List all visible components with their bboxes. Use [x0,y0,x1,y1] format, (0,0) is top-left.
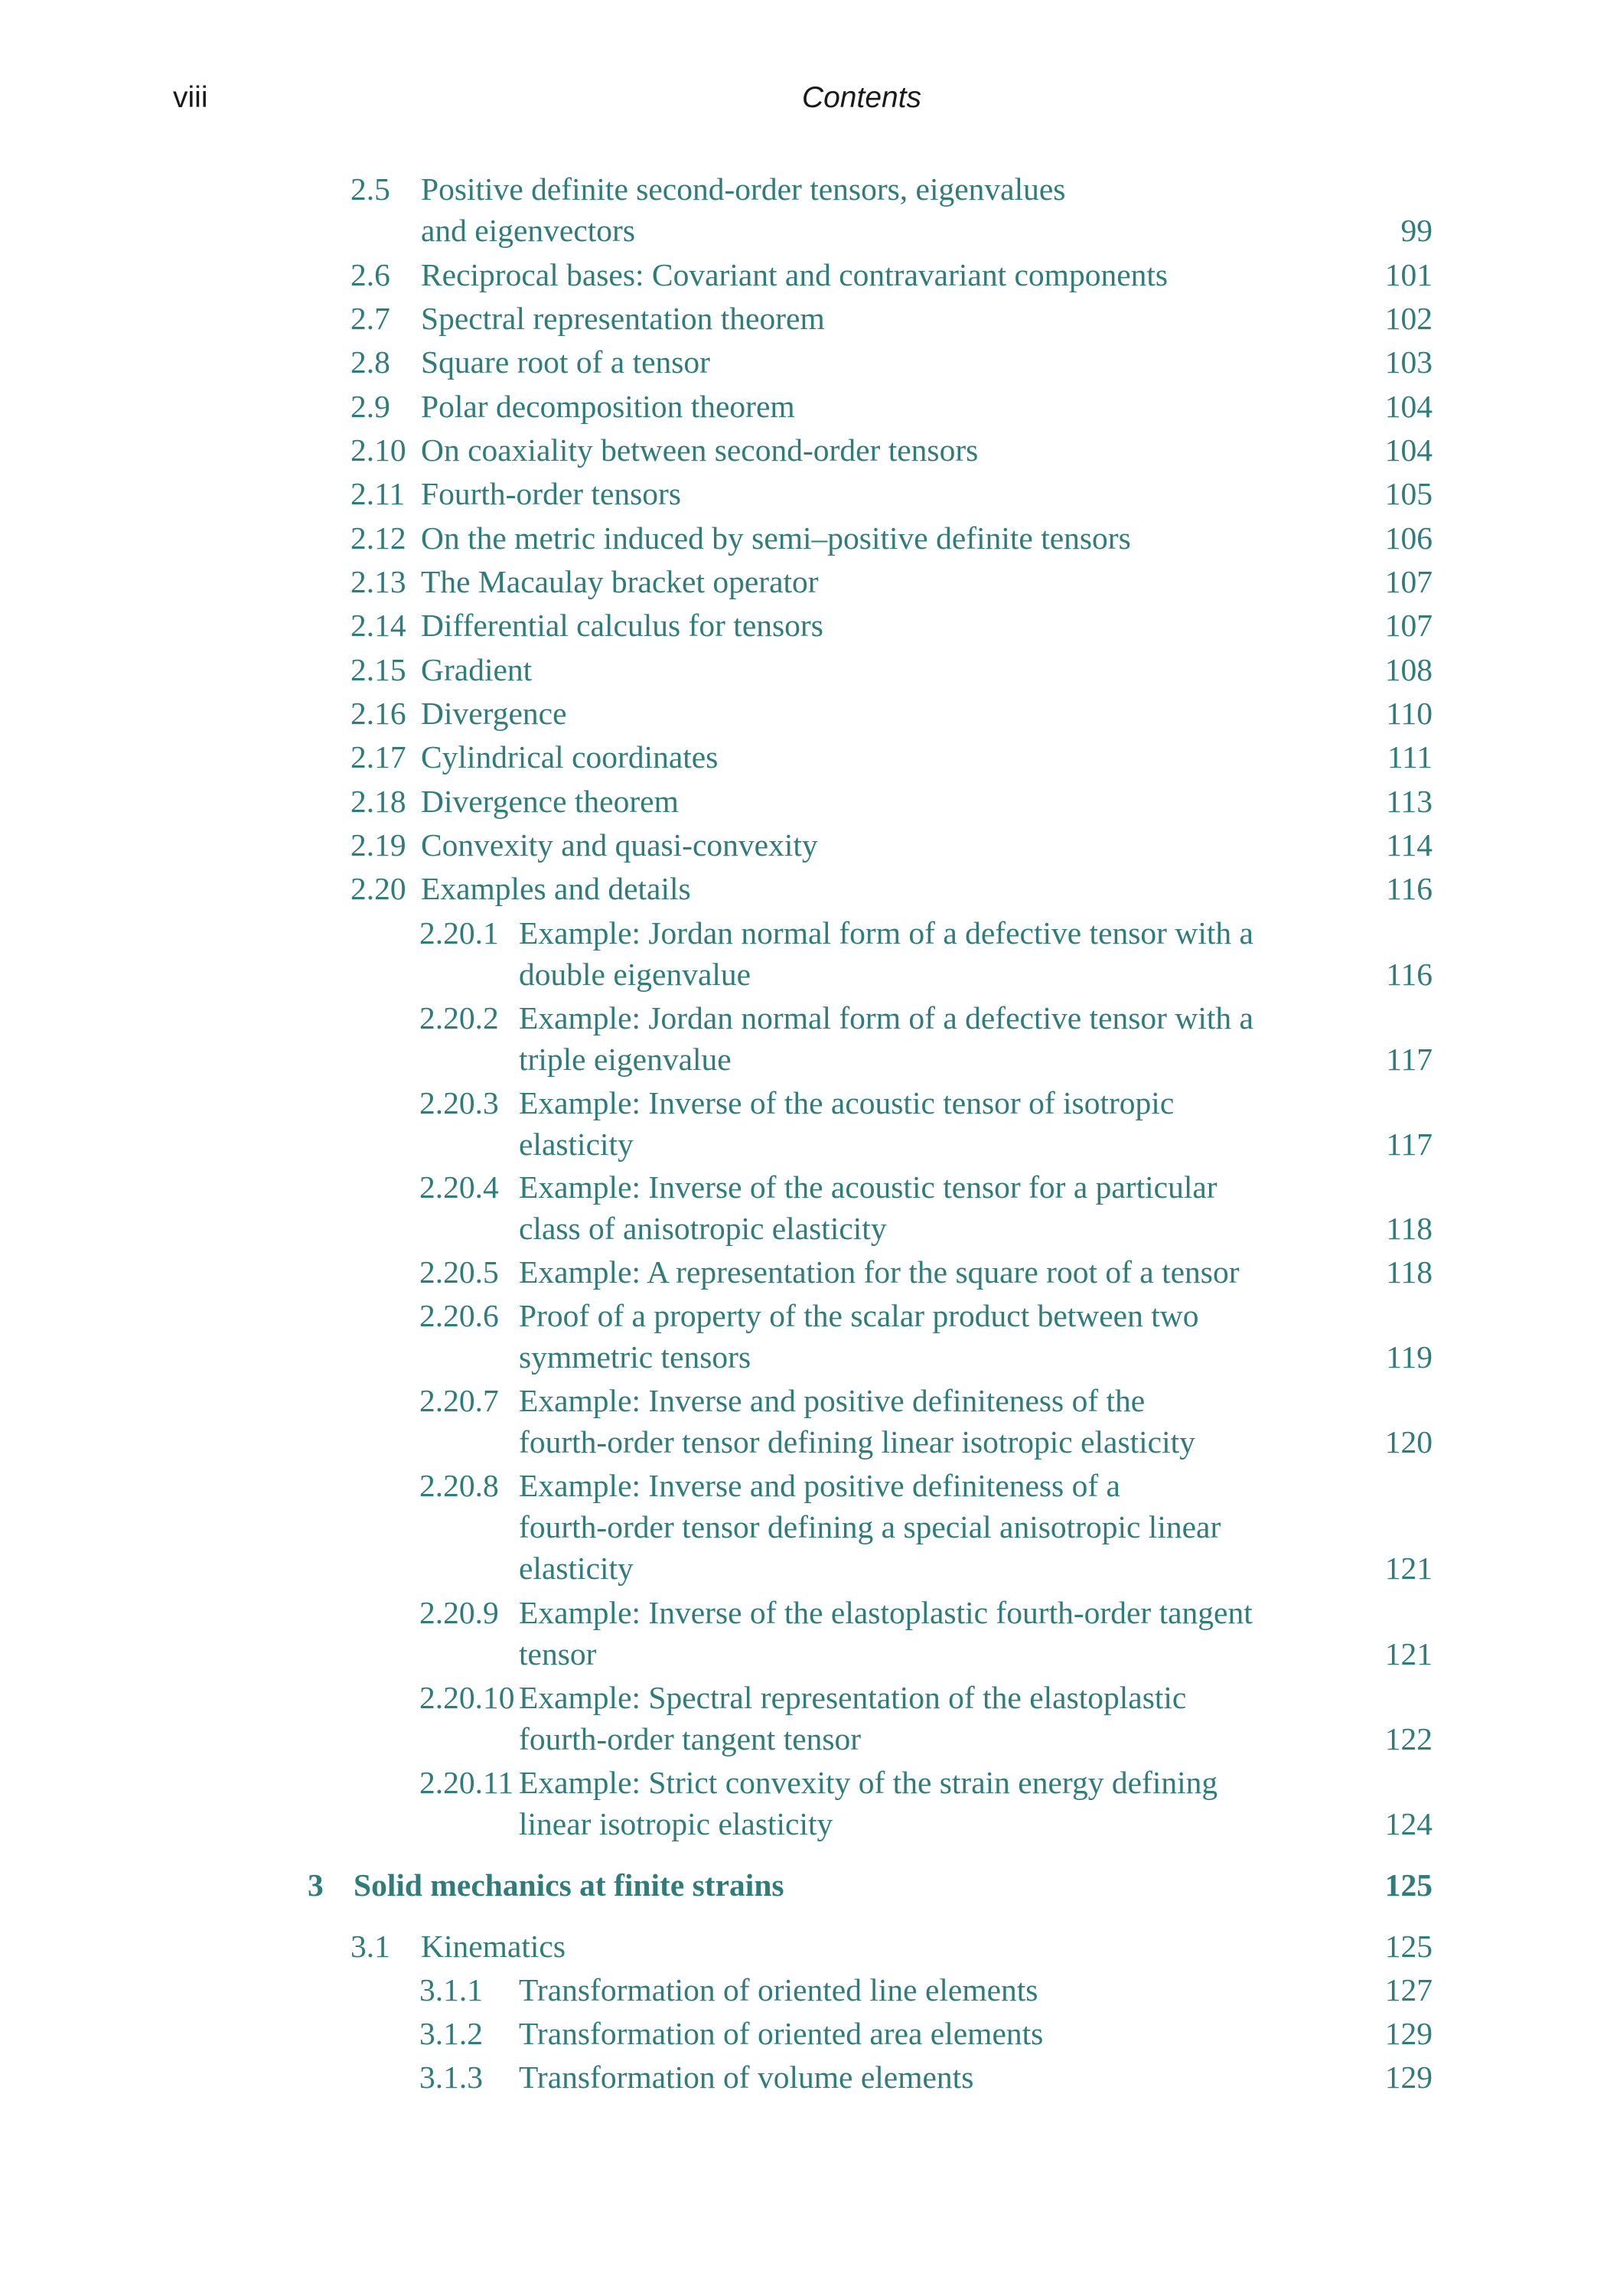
toc-entry-title [421,517,1131,559]
toc-entry-title-line: On the metric induced by semi–positive definite tensors [421,520,1131,556]
toc-entry-title-line: Transformation of oriented line elements [519,1972,1038,2007]
toc-entry-title [421,693,567,734]
page-number: viii [173,81,208,114]
toc-entry-title-line: class of anisotropic elasticity [519,1211,887,1246]
toc-entry-title [519,1166,1217,1249]
toc-entry-number: 3.1.2 [419,2016,483,2051]
toc-entry-title-line: Example: A representation for the square root of a tensor [519,1254,1240,1290]
toc-entry-page: 118 [1386,1211,1433,1246]
toc-entry-title-line: Example: Inverse of the elastoplastic fourth-order tangent [519,1595,1253,1630]
toc-entry-page: 113 [1386,784,1433,819]
toc-entry-title-line: Example: Spectral representation of the elastoplastic [519,1680,1187,1715]
toc-entry-title-line: Example: Jordan normal form of a defective tensor with a [519,915,1253,951]
toc-entry-title-line: Example: Inverse of the acoustic tensor for a particular [519,1169,1217,1205]
toc-entry-title-line: Transformation of oriented area elements [519,2016,1044,2051]
toc-entry-number: 2.17 [350,739,406,775]
toc-entry-title [519,1380,1195,1463]
toc-entry-page: 116 [1386,871,1433,906]
toc-entry-number: 2.9 [350,389,390,424]
toc-entry-title [519,2013,1043,2054]
toc-entry-number: 2.8 [350,344,390,380]
toc-entry-title-line: fourth-order tangent tensor [519,1721,862,1756]
toc-entry-title [519,1465,1221,1589]
toc-entry-number: 2.6 [350,257,390,292]
toc-entry-page: 104 [1384,389,1433,424]
toc-entry-page: 106 [1384,520,1433,556]
toc-entry-page: 116 [1386,957,1433,992]
toc-entry-title [519,1762,1217,1844]
toc-entry-number: 2.20.2 [419,1000,499,1035]
toc-entry-title-line: Divergence [421,696,567,731]
toc-entry-page: 108 [1384,652,1433,687]
toc-entry-number: 2.14 [350,608,406,643]
toc-entry-title [354,1864,784,1906]
toc-entry-page: 118 [1386,1254,1433,1290]
toc-entry-title-line: Examples and details [421,871,691,906]
toc-entry-title [421,341,710,383]
toc-entry-number: 2.20.10 [419,1680,515,1715]
toc-entry-title-line: Gradient [421,652,533,687]
toc-entry-page: 124 [1384,1806,1433,1841]
toc-entry-page: 127 [1384,1972,1433,2007]
toc-entry-page: 117 [1386,1042,1433,1077]
toc-entry-number: 2.20 [350,871,406,906]
toc-entry-page: 129 [1384,2060,1433,2095]
toc-entry-title [421,168,1065,251]
toc-entry-title-line: Fourth-order tensors [421,476,682,511]
toc-entry-title [421,561,819,602]
toc-entry-number: 3.1.1 [419,1972,483,2007]
toc-entry-number: 2.5 [350,171,390,207]
toc-entry-number: 2.20.8 [419,1468,499,1503]
toc-entry-title-line: Proof of a property of the scalar product between two [519,1298,1199,1333]
toc-entry-page: 107 [1384,608,1433,643]
toc-entry-page: 105 [1384,476,1433,511]
toc-entry-number: 2.20.6 [419,1298,499,1333]
toc-entry-page: 117 [1386,1127,1433,1162]
toc-entry-title-line: tensor [519,1636,597,1671]
toc-entry-title [421,824,818,866]
toc-entry-number: 2.20.7 [419,1383,499,1418]
toc-entry-page: 104 [1384,432,1433,468]
toc-entry-page: 125 [1384,1929,1433,1964]
toc-entry-title-line: Kinematics [421,1929,566,1964]
toc-entry-title-line: The Macaulay bracket operator [421,564,819,599]
toc-entry-page: 99 [1400,213,1433,248]
toc-entry-title [421,781,679,822]
toc-entry-page: 125 [1384,1867,1433,1903]
toc-entry-title-line: Square root of a tensor [421,344,710,380]
toc-entry-number: 2.10 [350,432,406,468]
toc-entry-page: 110 [1386,696,1433,731]
toc-entry-title [421,254,1168,295]
toc-entry-title [421,386,795,427]
toc-entry-title-line: Example: Jordan normal form of a defective tensor with a [519,1000,1253,1035]
toc-entry-page: 114 [1386,827,1433,863]
toc-entry-page: 103 [1384,344,1433,380]
toc-entry-title [519,1251,1240,1293]
toc-entry-title [519,1295,1198,1378]
toc-entry-title-line: elasticity [519,1551,634,1586]
toc-entry-title-line: Solid mechanics at finite strains [354,1867,784,1903]
toc-entry-title [421,298,825,339]
toc-entry-title [421,429,978,471]
toc-entry-title [519,1082,1174,1165]
toc-entry-title [421,605,823,646]
toc-entry-number: 2.15 [350,652,406,687]
toc-entry-title-line: elasticity [519,1127,634,1162]
toc-entry-page: 111 [1387,739,1433,775]
toc-entry-number: 2.20.1 [419,915,499,951]
toc-entry-title-line: symmetric tensors [519,1339,751,1375]
toc-entry-title-line: Differential calculus for tensors [421,608,823,643]
toc-entry-number: 2.16 [350,696,406,731]
toc-entry-title-line: Spectral representation theorem [421,301,825,336]
toc-entry-page: 120 [1384,1424,1433,1459]
toc-entry-title [421,473,681,514]
toc-entry-title [519,1592,1253,1675]
running-title: Contents [801,81,922,114]
toc-entry-number: 2.18 [350,784,406,819]
toc-entry-number: 2.20.3 [419,1085,499,1120]
toc-entry-page: 119 [1386,1339,1433,1375]
toc-entry-title-line: Positive definite second-order tensors, eigenvalues [421,171,1066,207]
toc-entry-title-line: Polar decomposition theorem [421,389,795,424]
toc-entry-title-line: and eigenvectors [421,213,636,248]
toc-entry-page: 101 [1384,257,1433,292]
toc-entry-number: 2.13 [350,564,406,599]
toc-entry-number: 3.1.3 [419,2060,483,2095]
toc-entry-title-line: double eigenvalue [519,957,751,992]
toc-entry-number: 2.20.9 [419,1595,499,1630]
toc-entry-title-line: Example: Inverse and positive definiteness of the [519,1383,1146,1418]
toc-entry-title [421,649,532,690]
toc-entry-title [519,912,1253,995]
toc-entry-number: 3 [308,1867,324,1903]
toc-entry-number: 2.12 [350,520,406,556]
toc-entry-title-line: fourth-order tensor defining linear isotropic elasticity [519,1424,1195,1459]
toc-entry-title [519,1969,1038,2011]
toc-entry-page: 102 [1384,301,1433,336]
toc-entry-title-line: Transformation of volume elements [519,2060,974,2095]
toc-entry-title [421,1926,566,1967]
toc-entry-title-line: Example: Inverse and positive definiteness of a [519,1468,1120,1503]
toc-entry-title [519,2056,973,2098]
toc-entry-title-line: Convexity and quasi-convexity [421,827,818,863]
toc-entry-title-line: Reciprocal bases: Covariant and contravariant components [421,257,1169,292]
toc-entry-title-line: Divergence theorem [421,784,679,819]
toc-entry-page: 107 [1384,564,1433,599]
toc-entry-number: 2.7 [350,301,390,336]
toc-entry-title-line: On coaxiality between second-order tensors [421,432,979,468]
toc-entry-number: 2.19 [350,827,406,863]
toc-entry-title-line: fourth-order tensor defining a special anisotropic linear [519,1509,1221,1544]
toc-entry-page: 129 [1384,2016,1433,2051]
toc-entry-title-line: triple eigenvalue [519,1042,732,1077]
toc-entry-number: 2.11 [350,476,406,511]
toc-entry-title [421,868,691,909]
toc-entry-number: 3.1 [350,1929,390,1964]
toc-entry-title [519,1677,1186,1760]
toc-entry-title [519,997,1253,1080]
toc-entry-number: 2.20.5 [419,1254,499,1290]
toc-entry-title-line: Example: Inverse of the acoustic tensor of isotropic [519,1085,1175,1120]
toc-entry-number: 2.20.11 [419,1765,513,1800]
toc-entry-number: 2.20.4 [419,1169,499,1205]
toc-entry-page: 122 [1384,1721,1433,1756]
toc-entry-page: 121 [1384,1551,1433,1586]
toc-entry-title [421,736,718,778]
toc-entry-title-line: Cylindrical coordinates [421,739,719,775]
toc-entry-title-line: linear isotropic elasticity [519,1806,833,1841]
toc-entry-title-line: Example: Strict convexity of the strain energy defining [519,1765,1218,1800]
toc-entry-page: 121 [1384,1636,1433,1671]
